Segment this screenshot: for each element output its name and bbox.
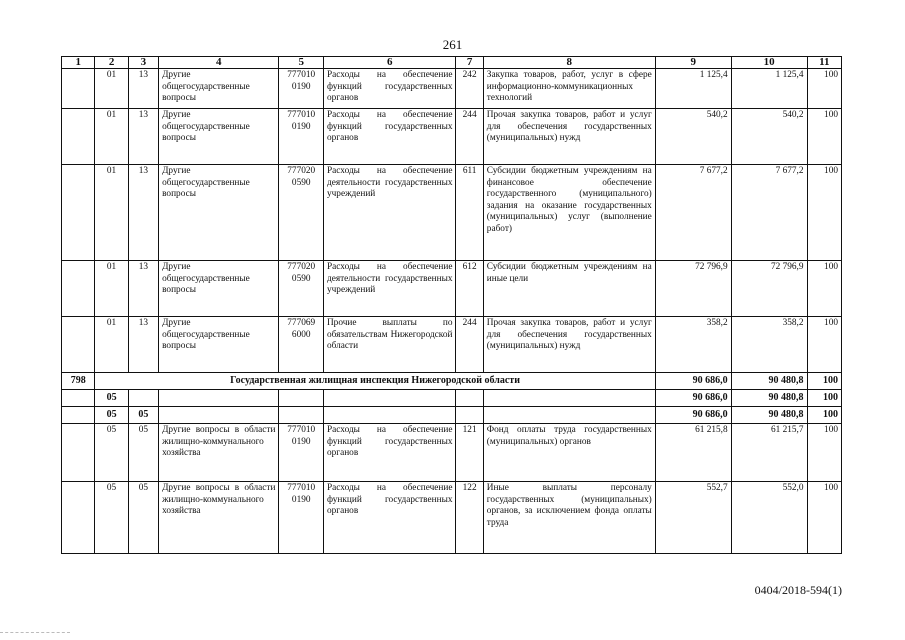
cell-target-article — [279, 424, 324, 482]
cell-executed-amount: 72 796,9 — [731, 261, 807, 317]
target-article-part: 777010 — [287, 110, 316, 120]
cell-expense-type-name: Прочая закупка товаров, работ и услуг для обеспечения государственных (муниципальных) нужд — [483, 109, 655, 165]
cell-agency-code — [62, 109, 95, 165]
column-header: 11 — [807, 57, 841, 69]
cell-empty — [323, 390, 456, 407]
cell-agency-code — [62, 261, 95, 317]
cell-planned-amount: 90 686,0 — [655, 390, 731, 407]
cell-subsection-name: Другие общегосударственные вопросы — [159, 317, 279, 373]
cell-empty — [483, 390, 655, 407]
cell-subsection-name: Другие общегосударственные вопросы — [159, 109, 279, 165]
table-row — [62, 373, 842, 390]
column-header: 1 — [62, 57, 95, 69]
cell-empty — [456, 390, 483, 407]
cell-executed-amount: 358,2 — [731, 317, 807, 373]
target-article-part: 0190 — [291, 494, 311, 505]
column-header: 4 — [159, 57, 279, 69]
cell-executed-amount: 90 480,8 — [731, 373, 807, 390]
cell-empty — [159, 407, 279, 424]
cell-planned-amount: 61 215,8 — [655, 424, 731, 482]
cell-percent: 100 — [807, 69, 841, 109]
cell-planned-amount: 552,7 — [655, 482, 731, 554]
column-header: 5 — [279, 57, 324, 69]
cell-subsection-name: Другие вопросы в области жилищно-коммунального хозяйства — [159, 424, 279, 482]
column-header: 10 — [731, 57, 807, 69]
cell-percent: 100 — [807, 482, 841, 554]
cell-expense-type-name: Закупка товаров, работ, услуг в сфере информационно-коммуникационных технологий — [483, 69, 655, 109]
target-article-part: 0590 — [291, 177, 311, 188]
cell-subsection: 05 — [128, 424, 158, 482]
target-article-part: 0590 — [291, 273, 311, 284]
cell-target-article-name: Расходы на обеспечение деятельности государственных учреждений — [323, 261, 456, 317]
table-row — [62, 317, 842, 373]
cell-agency-code — [62, 407, 95, 424]
cell-section: 05 — [95, 482, 128, 554]
cell-subsection: 05 — [128, 407, 158, 424]
column-header: 8 — [483, 57, 655, 69]
cell-empty — [159, 390, 279, 407]
cell-agency-code — [62, 69, 95, 109]
cell-target-article-name: Расходы на обеспечение функций государственных органов — [323, 109, 456, 165]
target-article-part: 0190 — [291, 121, 311, 132]
cell-target-article-name: Расходы на обеспечение деятельности государственных учреждений — [323, 165, 456, 261]
cell-target-article — [279, 317, 324, 373]
cell-percent: 100 — [807, 109, 841, 165]
cell-subsection-name: Другие общегосударственные вопросы — [159, 165, 279, 261]
cell-empty — [279, 407, 324, 424]
cell-expense-type: 122 — [456, 482, 483, 554]
target-article-part: 777010 — [287, 483, 316, 493]
target-article-part: 777010 — [287, 70, 316, 80]
cell-target-article — [279, 109, 324, 165]
cell-target-article-name: Прочие выплаты по обязательствам Нижегородской области — [323, 317, 456, 373]
cell-subsection: 13 — [128, 69, 158, 109]
target-article-part: 777069 — [287, 318, 316, 328]
cell-expense-type-name: Субсидии бюджетным учреждениям на иные цели — [483, 261, 655, 317]
cell-target-article — [279, 69, 324, 109]
cell-agency-code: 798 — [62, 373, 95, 390]
cell-section: 01 — [95, 317, 128, 373]
cell-agency-code — [62, 165, 95, 261]
document-code: 0404/2018-594(1) — [754, 583, 842, 597]
cell-empty — [279, 390, 324, 407]
cell-planned-amount: 540,2 — [655, 109, 731, 165]
target-article-part: 777020 — [287, 166, 316, 176]
cell-executed-amount: 90 480,8 — [731, 390, 807, 407]
cell-expense-type-name: Прочая закупка товаров, работ и услуг для обеспечения государственных (муниципальных) нужд — [483, 317, 655, 373]
cell-section: 01 — [95, 69, 128, 109]
cell-planned-amount: 7 677,2 — [655, 165, 731, 261]
cell-agency-name: Государственная жилищная инспекция Нижегородской области — [95, 373, 655, 390]
cell-planned-amount: 90 686,0 — [655, 407, 731, 424]
cell-executed-amount: 540,2 — [731, 109, 807, 165]
cell-expense-type: 611 — [456, 165, 483, 261]
cell-planned-amount: 72 796,9 — [655, 261, 731, 317]
cell-executed-amount: 552,0 — [731, 482, 807, 554]
cell-agency-code — [62, 317, 95, 373]
cell-target-article — [279, 482, 324, 554]
cell-subsection-name: Другие вопросы в области жилищно-коммунального хозяйства — [159, 482, 279, 554]
cell-subsection — [128, 390, 158, 407]
column-header: 9 — [655, 57, 731, 69]
cell-section: 01 — [95, 165, 128, 261]
cell-subsection: 05 — [128, 482, 158, 554]
target-article-part: 777020 — [287, 262, 316, 272]
cell-agency-code — [62, 424, 95, 482]
cell-subsection: 13 — [128, 109, 158, 165]
cell-subsection: 13 — [128, 261, 158, 317]
cell-subsection-name: Другие общегосударственные вопросы — [159, 261, 279, 317]
table-row — [62, 109, 842, 165]
column-header: 7 — [456, 57, 483, 69]
table-row — [62, 482, 842, 554]
cell-agency-code — [62, 482, 95, 554]
cell-section: 05 — [95, 424, 128, 482]
target-article-part: 777010 — [287, 425, 316, 435]
table-row — [62, 165, 842, 261]
cell-expense-type: 121 — [456, 424, 483, 482]
cell-percent: 100 — [807, 424, 841, 482]
scan-edge-mark — [0, 632, 70, 639]
cell-executed-amount: 90 480,8 — [731, 407, 807, 424]
cell-target-article — [279, 165, 324, 261]
cell-target-article-name: Расходы на обеспечение функций государственных органов — [323, 69, 456, 109]
cell-executed-amount: 61 215,7 — [731, 424, 807, 482]
table-row — [62, 424, 842, 482]
cell-percent: 100 — [807, 390, 841, 407]
column-header: 2 — [95, 57, 128, 69]
cell-empty — [483, 407, 655, 424]
cell-target-article-name: Расходы на обеспечение функций государственных органов — [323, 424, 456, 482]
cell-subsection-name: Другие общегосударственные вопросы — [159, 69, 279, 109]
column-header: 6 — [323, 57, 456, 69]
cell-expense-type: 244 — [456, 109, 483, 165]
cell-subsection: 13 — [128, 165, 158, 261]
cell-percent: 100 — [807, 165, 841, 261]
table-row — [62, 390, 842, 407]
cell-planned-amount: 1 125,4 — [655, 69, 731, 109]
cell-empty — [323, 407, 456, 424]
budget-table — [61, 56, 842, 554]
cell-planned-amount: 90 686,0 — [655, 373, 731, 390]
cell-expense-type-name: Иные выплаты персоналу государственных (муниципальных) органов, за исключением фонда оплаты труда — [483, 482, 655, 554]
target-article-part: 6000 — [291, 329, 311, 340]
table-header-row — [62, 57, 842, 69]
cell-planned-amount: 358,2 — [655, 317, 731, 373]
cell-expense-type: 242 — [456, 69, 483, 109]
target-article-part: 0190 — [291, 81, 311, 92]
cell-percent: 100 — [807, 317, 841, 373]
cell-expense-type: 244 — [456, 317, 483, 373]
table-row — [62, 69, 842, 109]
cell-expense-type: 612 — [456, 261, 483, 317]
cell-empty — [456, 407, 483, 424]
cell-executed-amount: 1 125,4 — [731, 69, 807, 109]
cell-executed-amount: 7 677,2 — [731, 165, 807, 261]
table-row — [62, 407, 842, 424]
cell-section: 05 — [95, 390, 128, 407]
cell-target-article — [279, 261, 324, 317]
cell-expense-type-name: Фонд оплаты труда государственных (муниципальных) органов — [483, 424, 655, 482]
cell-section: 05 — [95, 407, 128, 424]
cell-subsection: 13 — [128, 317, 158, 373]
cell-section: 01 — [95, 109, 128, 165]
cell-expense-type-name: Субсидии бюджетным учреждениям на финансовое обеспечение государственного (муниципального) задания на оказание государственных (муниципальных) услуг (выполнение работ) — [483, 165, 655, 261]
cell-percent: 100 — [807, 407, 841, 424]
cell-agency-code — [62, 390, 95, 407]
cell-percent: 100 — [807, 373, 841, 390]
table-row — [62, 261, 842, 317]
column-header: 3 — [128, 57, 158, 69]
target-article-part: 0190 — [291, 436, 311, 447]
cell-section: 01 — [95, 261, 128, 317]
cell-percent: 100 — [807, 261, 841, 317]
cell-target-article-name: Расходы на обеспечение функций государственных органов — [323, 482, 456, 554]
page-number: 261 — [442, 37, 463, 52]
